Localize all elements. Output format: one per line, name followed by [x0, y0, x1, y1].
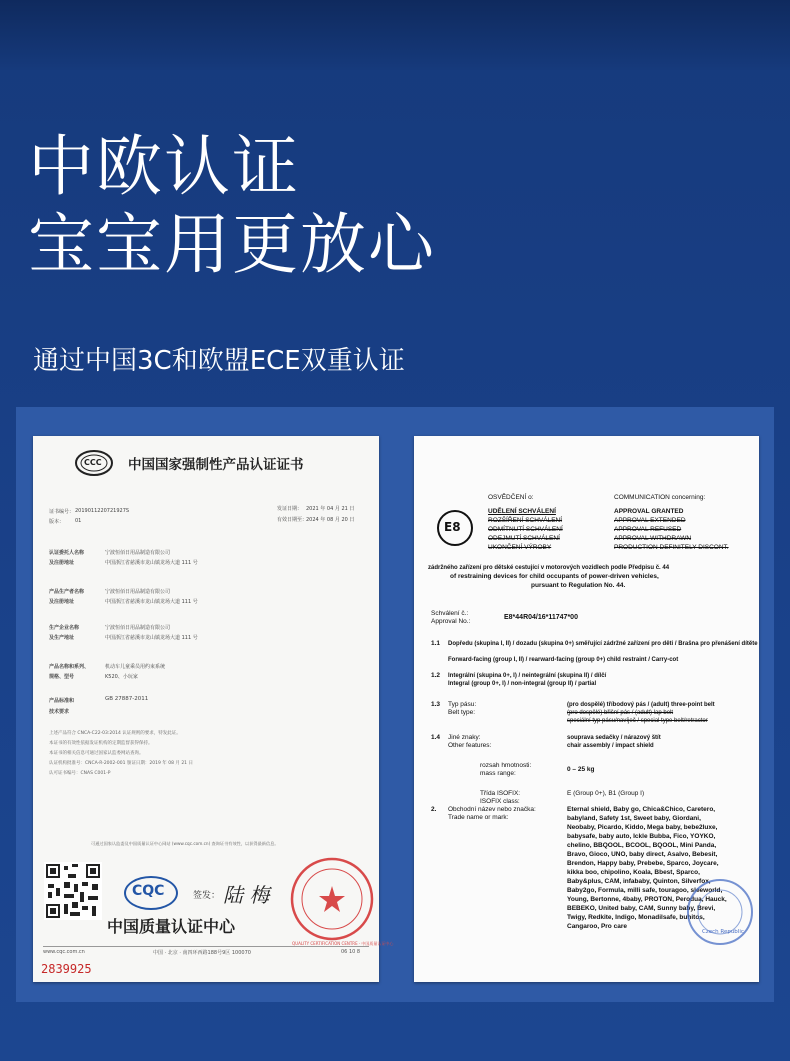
approval-no: E8*44R04/16*11747*00 [504, 614, 578, 621]
divider [43, 946, 369, 947]
belt-type-1: (pro dospělé) tříbodový pás / (adult) three-point belt [567, 702, 715, 708]
stamp-caption: Czech Republic [702, 929, 744, 935]
row-value: 机动车儿童乘员用约束系统 [105, 664, 166, 670]
trade-name-line: Baby2go, Formula, milli safe, touragoo, sleeworld, [567, 887, 723, 894]
section-no: 1.2 [431, 672, 441, 679]
row-value: 宁波恒佰日用品制造有限公司 [105, 589, 171, 595]
trade-name-line: Twigy, Redkite, Indigo, Monadilsafe, buhitos, [567, 914, 705, 921]
feature-2: chair assembly / impact shield [567, 743, 654, 749]
row-value: K520、小玩家 [105, 674, 138, 680]
mass-en: mass range: [480, 770, 516, 777]
isofix-en: ISOFIX class: [480, 798, 520, 805]
org-name: 中国质量认证中心 [107, 917, 236, 936]
col1-item: ODMÍTNUTÍ SCHVÁLENÍ [488, 526, 563, 533]
col2-item: APPROVAL REFUSED [614, 526, 682, 533]
s13-en: Belt type: [448, 709, 476, 716]
mass-value: 0 – 25 kg [567, 766, 595, 773]
mass-cz: rozsah hmotnosti: [480, 762, 532, 769]
row-value: GB 27887-2011 [105, 696, 149, 702]
s11-cz: Dopředu (skupina I, II) / dozadu (skupina 0+) směřující zádržné zařízení pro děti / Brašna pro přenášení dítěte [448, 641, 758, 647]
s12-cz: Integrální (skupina 0+, I) / neintegrální (skupina II) / dílčí [448, 673, 607, 679]
row-label: 产品标准和 [49, 698, 75, 704]
trade-name-line: babysafe, baby auto, Ickle Bubba, Fico, YOYKO, [567, 833, 716, 840]
trade-name-line: Bravo, Gioco, UNO, baby direct, Asalvo, Bebesit, [567, 851, 718, 858]
col2-item: PRODUCTION DEFINITELY DISCONT. [614, 544, 729, 551]
approval-label-en: Approval No.: [431, 618, 471, 625]
e-mark-text: E8 [444, 520, 461, 534]
cert-no-label: 证书编号： [49, 509, 75, 515]
cqc-logo-text: CQC [132, 883, 165, 899]
headline-line1: 中欧认证 [28, 128, 300, 205]
isofix-value: E (Group 0+), B1 (Group I) [567, 790, 645, 797]
ece-certificate [414, 436, 759, 982]
trade-name-line: Eternal shield, Baby go, Chica&Chico, Caretero, [567, 806, 716, 813]
row-label: 生产企业名称 [49, 625, 80, 631]
sign-label: 签发： [193, 891, 221, 901]
device-en-1: of restraining devices for child occupants of power-driven vehicles, [450, 573, 659, 580]
s2-cz: Obchodní název nebo značka: [448, 806, 536, 813]
row-label: 规格、型号 [49, 674, 75, 680]
row-value: 中国浙江省慈溪市龙山镇龙场大道 111 号 [105, 635, 198, 641]
stamp-icon [289, 856, 375, 942]
bottom-url: www.cqc.com.cn [43, 949, 85, 955]
trade-name-line: Baby&plus, CAM, infababy, Quinton, Silverfox, [567, 878, 711, 885]
issue-date: 2021 年 04 月 21 日 [306, 506, 355, 512]
row-label: 技术要求 [49, 709, 70, 715]
s14-cz: Jiné znaky: [448, 734, 481, 741]
issue-label: 发证日期： [277, 506, 303, 512]
cn-certificate [33, 436, 394, 982]
row-label: 产品生产者名称 [49, 589, 85, 595]
note-line: 本证书的有效性依据发证机构的定期监督获得保持。 [49, 741, 153, 746]
trade-name-line: Brendon, Happy baby, Prebebe, Sparco, Joycare, [567, 860, 719, 867]
isofix-cz: Třída ISOFIX: [480, 790, 521, 797]
row-label: 及注册地址 [49, 599, 75, 605]
col2-item: APPROVAL WITHDRAWN [614, 535, 692, 542]
row-value: 中国浙江省慈溪市龙山镇龙场大道 111 号 [105, 560, 198, 566]
expiry-date: 2024 年 08 月 20 日 [306, 517, 355, 523]
trade-name-line: babyland, Safety 1st, Sweet baby, Giordani, [567, 815, 701, 822]
row-label: 及注册地址 [49, 560, 75, 566]
col1-header: OSVĚDČENÍ o: [488, 494, 534, 501]
section-no: 1.3 [431, 701, 441, 708]
belt-type-3: speciální typ pásu/navíječ / special type belt/retractor [567, 718, 708, 724]
col2-item: APPROVAL GRANTED [614, 508, 684, 515]
bottom-address: 中国 · 北京 · 南四环西路188号9区 100070 [153, 950, 251, 956]
col2-item: APPROVAL EXTENDED [614, 517, 686, 524]
row-label: 及生产地址 [49, 635, 75, 641]
s11-en: Forward-facing (group I, II) / rearward-facing (group 0+) child restraint / Carry-cot [448, 657, 679, 663]
col1-item: ROZŠÍŘENÍ SCHVÁLENÍ [488, 517, 563, 524]
note-line: 认证机构批准号：CNCA-R-2002-001 颁证日期：2019 年 08 月 21 日 [49, 761, 193, 766]
row-label: 认证委托人名称 [49, 550, 85, 556]
signature: 陆 梅 [223, 883, 270, 907]
trade-name-line: Young, Bertonne, 4baby, PROTON, Perodua, Hauck, [567, 896, 727, 903]
section-no: 1.1 [431, 640, 441, 647]
version-label: 版本： [49, 519, 65, 525]
approval-stamp-icon [684, 876, 756, 948]
row-value: 中国浙江省慈溪市龙山镇龙场大道 111 号 [105, 599, 198, 605]
section-no: 2. [431, 806, 437, 813]
bottom-ref: 06 10 8 [341, 949, 361, 955]
serial-number: 2839925 [41, 962, 92, 976]
s13-cz: Typ pásu: [448, 701, 477, 708]
trade-name-line: BEBEKO, United baby, CAM, Sunny baby, Brevi, [567, 905, 716, 912]
feature-1: souprava sedačky / nárazový štít [567, 735, 661, 741]
s2-en: Trade name or mark: [448, 814, 509, 821]
col1-item: UKONČENÍ VÝROBY [488, 544, 552, 551]
trade-name-line: kikka boo, chipolino, Koala, Bbest, Sparco, [567, 869, 700, 876]
trade-name-line: Cangaroo, Pro care [567, 923, 627, 930]
trade-name-line: Neobaby, Picardo, Kiddo, Mega baby, bebe2luxe, [567, 824, 718, 831]
headline-line2: 宝宝用更放心 [28, 206, 436, 283]
note-line: 上述产品符合 CNCA-C22-03:2014 认证规则的要求，特发此证。 [49, 731, 181, 736]
qr-code-icon [44, 862, 102, 920]
device-en-2: pursuant to Regulation No. 44. [531, 582, 626, 589]
trade-name-line: chelino, BBQOOL, BCOOL, BQOOL, Mini Panda, [567, 842, 717, 849]
note-line: 认可证书编号：CNAS C001-P [49, 771, 111, 776]
col1-item: UDĚLENÍ SCHVÁLENÍ [488, 508, 556, 515]
row-value: 宁波恒佰日用品制造有限公司 [105, 550, 171, 556]
expiry-label: 有效日期至： [277, 517, 308, 523]
col1-item: ODEJMUTÍ SCHVÁLENÍ [488, 535, 560, 542]
footer-note: 可通过国家认监委及中国质量认证中心网站 (www.cqc.com.cn) 查询证书有效性，以获得最新信息。 [91, 841, 279, 846]
s14-en: Other features: [448, 742, 492, 749]
cert-no: 2019011220721927S [75, 508, 130, 514]
col2-header: COMMUNICATION concerning: [614, 494, 706, 501]
note-line: 本证书的相关信息可通过国家认监委网站查询。 [49, 751, 144, 756]
approval-label-cz: Schválení č.: [431, 610, 469, 617]
device-cz: zádržného zařízení pro dětské cestující v motorových vozidlech podle Předpisu č. 44 [428, 565, 670, 571]
row-value: 宁波恒佰日用品制造有限公司 [105, 625, 171, 631]
subtitle: 通过中国3C和欧盟ECE双重认证 [33, 346, 405, 376]
row-label: 产品名称和系列、 [49, 664, 90, 670]
stamp-text: QUALITY CERTIFICATION CENTRE · 中国质量认证中心 [292, 941, 394, 946]
version: 01 [75, 518, 82, 524]
top-band [0, 0, 790, 70]
section-no: 1.4 [431, 734, 441, 741]
ccc-logo-text: CCC [84, 458, 102, 467]
s12-en: Integral (group 0+, I) / non-integral (group II) / partial [448, 681, 597, 687]
belt-type-2: (pro dospělé) břišní pás / (adult) lap belt [567, 710, 674, 716]
cn-cert-title: 中国国家强制性产品认证证书 [128, 457, 304, 473]
